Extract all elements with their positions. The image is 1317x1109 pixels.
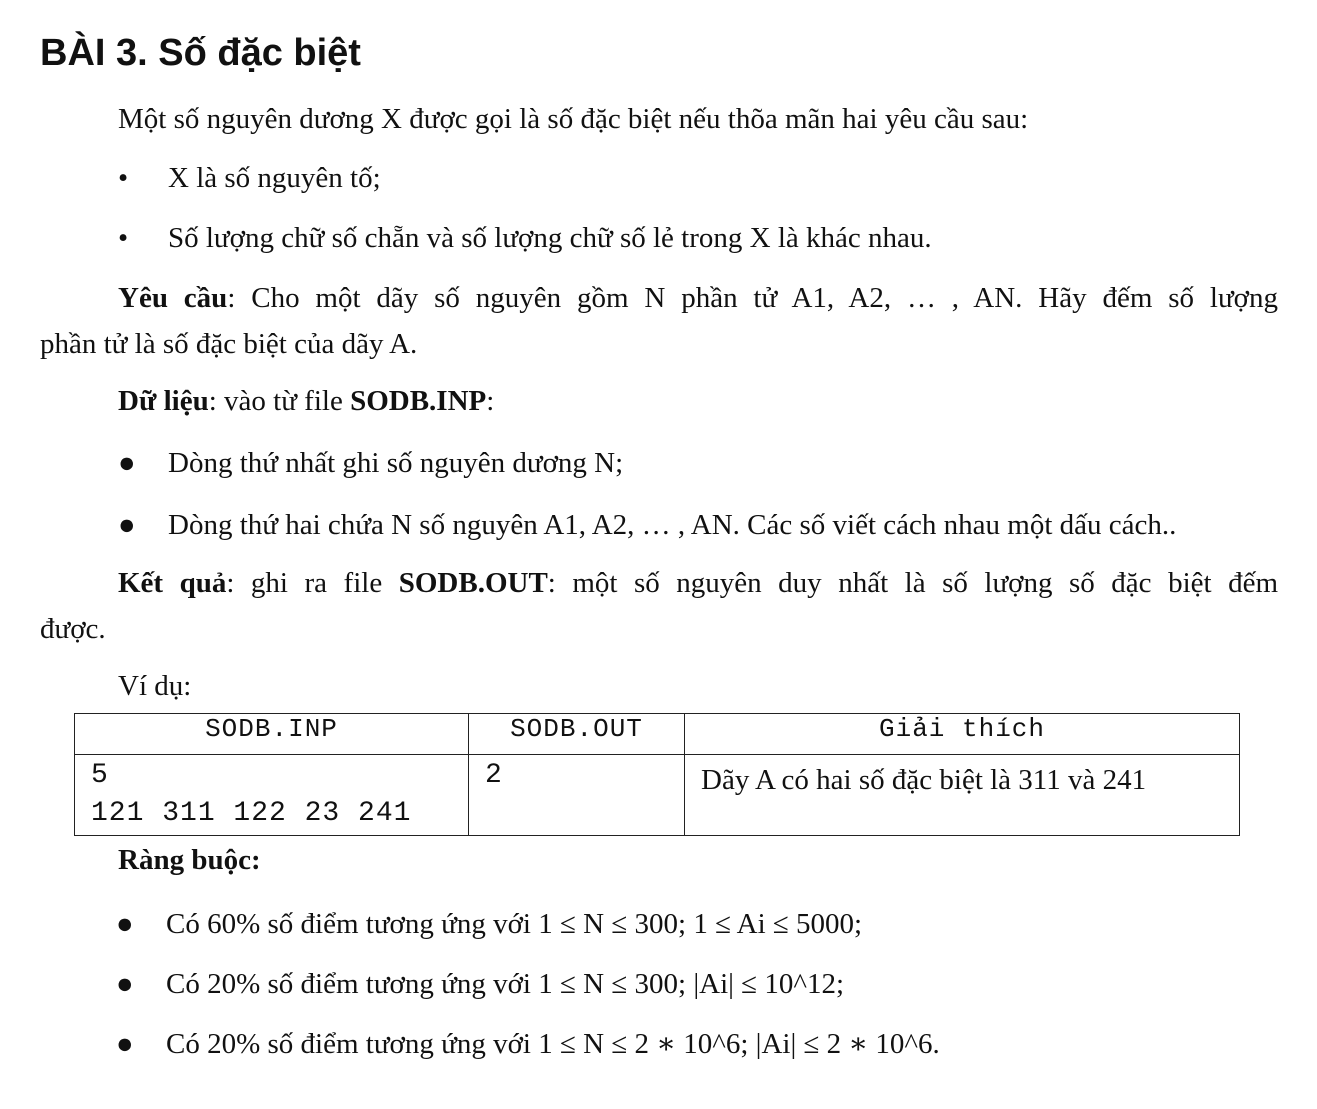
example-explanation-cell: Dãy A có hai số đặc biệt là 311 và 241 [685,755,1240,836]
requirement-label: Yêu cầu [118,282,228,314]
header-explanation: Giải thích [685,714,1240,755]
bullet-icon: • [118,162,129,194]
output-label: Kết quả [118,567,227,599]
example-header-row [75,714,1240,755]
output-file: SODB.OUT [398,567,548,599]
example-input-line: 5 [91,760,109,791]
output-line-2: được. [40,613,106,645]
output-text: : ghi ra file [226,567,399,599]
header-output: SODB.OUT [469,714,685,755]
example-output-cell: 2 [469,755,685,836]
constraint-item: Có 60% số điểm tương ứng với 1 ≤ N ≤ 300; 1 ≤ Ai ≤ 5000; [166,908,863,940]
condition-item: Số lượng chữ số chẵn và số lượng chữ số lẻ trong X là khác nhau. [168,222,932,254]
output-rest: : một số nguyên duy nhất là số lượng số đặc biệt đếm [547,567,1278,599]
input-item: Dòng thứ nhất ghi số nguyên dương N; [168,447,624,479]
requirement-text: : Cho một dãy số nguyên gồm N phần tử A1, A2, … , AN. Hãy đếm số lượng [227,282,1278,314]
constraints-label: Ràng buộc: [118,844,261,876]
requirement-line-2: phần tử là số đặc biệt của dãy A. [40,328,418,360]
bullet-icon: ● [116,968,134,1000]
bullet-icon: ● [116,1028,134,1060]
constraint-item: Có 20% số điểm tương ứng với 1 ≤ N ≤ 2 ∗ 10^6; |Ai| ≤ 2 ∗ 10^6. [166,1028,940,1060]
input-colon: : [486,385,495,417]
bullet-icon: ● [116,908,134,940]
example-row [75,755,1240,836]
input-text: : vào từ file [208,385,351,417]
bullet-icon: • [118,222,129,254]
example-input-line: 121 311 122 23 241 [91,798,412,829]
condition-item: X là số nguyên tố; [168,162,381,194]
bullet-icon: ● [118,447,136,479]
example-input-cell [75,755,469,836]
example-table [74,713,1240,836]
intro-text: Một số nguyên dương X được gọi là số đặc biệt nếu thõa mãn hai yêu cầu sau: [118,103,1029,135]
input-file: SODB.INP [350,385,487,417]
requirement-line [118,280,1278,316]
constraint-item: Có 20% số điểm tương ứng với 1 ≤ N ≤ 300; |Ai| ≤ 10^12; [166,968,845,1000]
bullet-icon: ● [118,509,136,541]
problem-title: BÀI 3. Số đặc biệt [40,32,361,74]
input-item: Dòng thứ hai chứa N số nguyên A1, A2, … , AN. Các số viết cách nhau một dấu cách.. [168,509,1177,541]
input-label: Dữ liệu [118,385,209,417]
example-label: Ví dụ: [118,670,192,702]
header-input: SODB.INP [75,714,469,755]
input-heading [118,383,494,419]
output-line [118,565,1278,601]
